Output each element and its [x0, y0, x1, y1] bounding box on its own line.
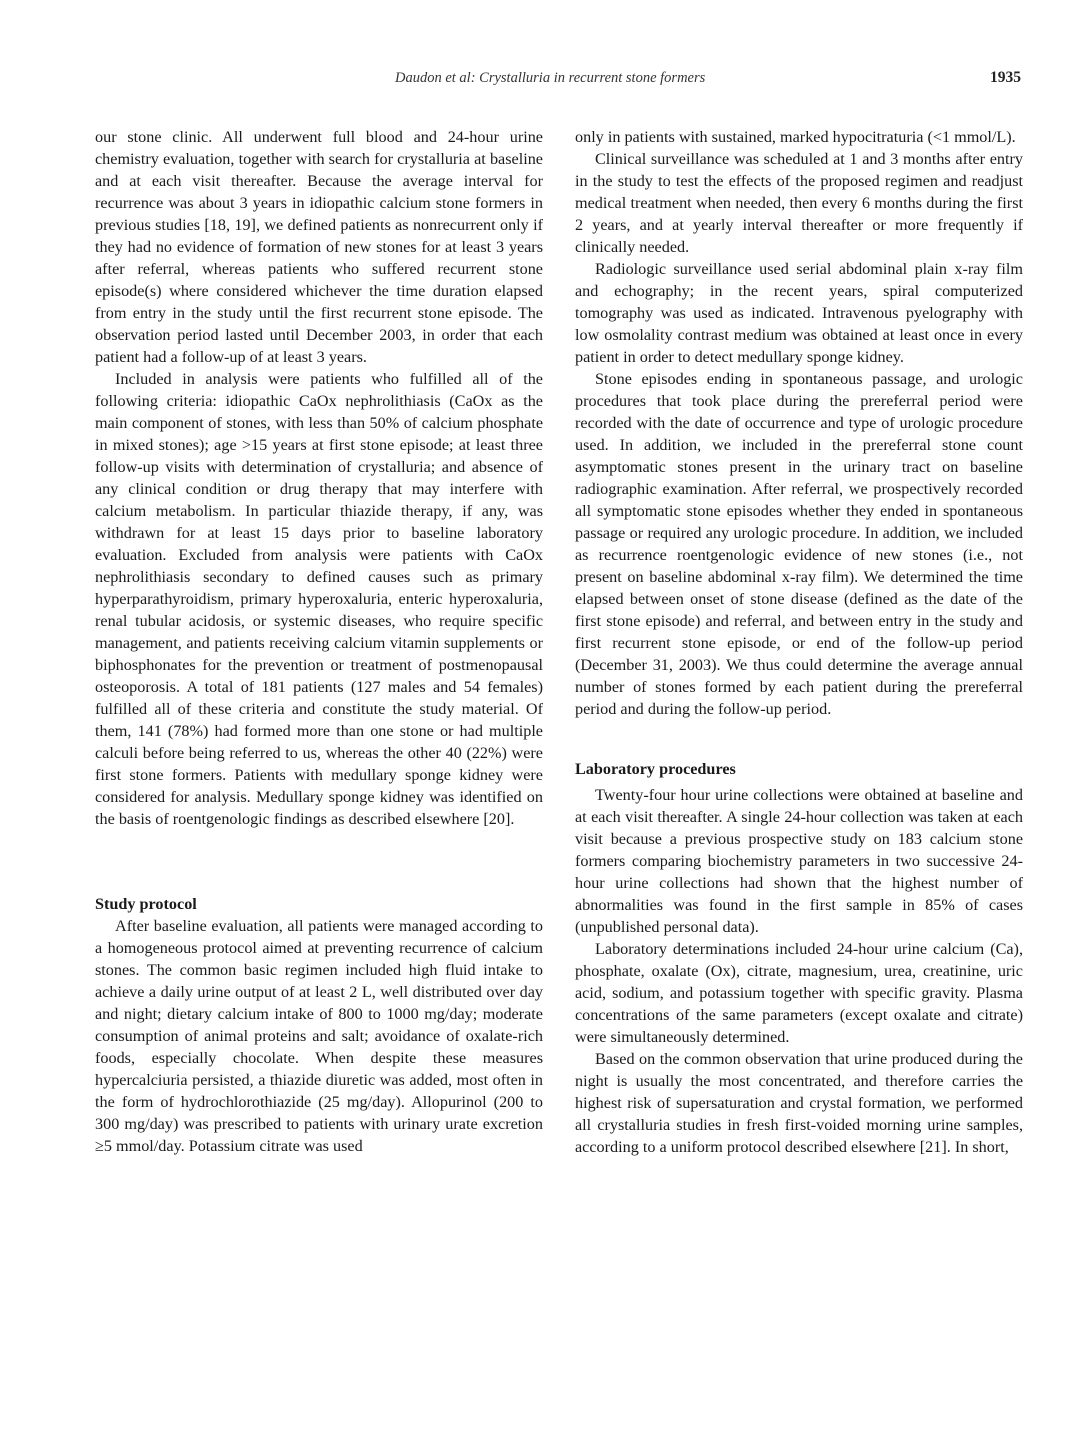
paragraph: Stone episodes ending in spontaneous passage, and urologic procedures that took place during the prereferral period were recorded with the date of occurrence and type of urologic procedure used. In addition, we included in the prereferral stone count asymptomatic stones present in the urinary tract on baseline radiographic examination. After referral, we prospectively recorded all symptomatic stone episodes whether they ended in spontaneous passage or required any urologic procedure. In addition, we included as recurrence roentgenologic evidence of new stones (i.e., not present on baseline abdominal x-ray film). We determined the time elapsed between onset of stone disease (defined as the date of the first stone episode) and referral, and between entry in the study and first recurrent stone episode, or end of the follow-up period (December 31, 2003). We thus could determine the average annual number of stones formed by each patient during the prereferral period and during the follow-up period. [575, 370, 1023, 718]
paragraph: our stone clinic. All underwent full blood and 24-hour urine chemistry evaluation, together with search for crystalluria at baseline and at each visit thereafter. Because the average interval for recurrence was about 3 years in idiopathic calcium stone formers in previous studies [18, 19], we defined patients as nonrecurrent only if they had no evidence of formation of new stones for at least 3 years after referral, whereas patients who suffered recurrent stone episode(s) where considered whichever the time duration elapsed from entry in the study until the first recurrent stone episode. The observation period lasted until December 2003, in order that each patient had a follow-up of at least 3 years. [95, 128, 543, 366]
section-spacer [575, 720, 1023, 758]
paragraph: Radiologic surveillance used serial abdominal plain x-ray film and echography; in the recent years, spiral computerized tomography was used as indicated. Intravenous pyelography with low osmolality contrast medium was obtained at least once in every patient in order to detect medullary sponge kidney. [575, 260, 1023, 366]
page-number: 1935 [990, 69, 1021, 86]
paragraph: Laboratory determinations included 24-hour urine calcium (Ca), phosphate, oxalate (Ox), citrate, magnesium, urea, creatinine, uric acid, sodium, and potassium together with specific gravity. Plasma concentrations of the same parameters (except oxalate and citrate) were simultaneously determined. [575, 940, 1023, 1046]
paragraph: Twenty-four hour urine collections were obtained at baseline and at each visit thereafter. A single 24-hour collection was taken at each visit because a previous prospective study on 183 calcium stone formers comparing biochemistry parameters in two successive 24-hour urine collections had shown that the highest number of abnormalities was found in the first sample in 85% of cases (unpublished personal data). [575, 786, 1023, 936]
right-column [575, 126, 1023, 1158]
left-column [95, 126, 543, 1157]
running-title: Daudon et al: Crystalluria in recurrent stone formers [395, 70, 706, 86]
paragraph: After baseline evaluation, all patients were managed according to a homogeneous protocol aimed at preventing recurrence of calcium stones. The common basic regimen included high fluid intake to achieve a daily urine output of at least 2 L, well distributed over day and night; dietary calcium intake of 800 to 1000 mg/day; moderate consumption of animal proteins and salt; avoidance of oxalate-rich foods, especially chocolate. When despite these measures hypercalciuria persisted, a thiazide diuretic was added, most often in the form of hydrochlorothiazide (25 mg/day). Allopurinol (200 to 300 mg/day) was prescribed to patients with urinary urate excretion ≥5 mmol/day. Potassium citrate was used [95, 917, 543, 1155]
paragraph: Based on the common observation that urine produced during the night is usually the most concentrated, and therefore carries the highest risk of supersaturation and crystal formation, we performed all crystalluria studies in fresh first-voided morning urine samples, according to a uniform protocol described elsewhere [21]. In short, [575, 1050, 1023, 1156]
section-spacer [95, 830, 543, 893]
paragraph: Included in analysis were patients who fulfilled all of the following criteria: idiopathic CaOx nephrolithiasis (CaOx as the main component of stones, with less than 50% of calcium phosphate in mixed stones); age >15 years at first stone episode; at least three follow-up visits with determination of crystalluria; and absence of any clinical condition or drug therapy that may interfere with calcium metabolism. In particular thiazide therapy, if any, was withdrawn for at least 15 days prior to baseline laboratory evaluation. Excluded from analysis were patients with CaOx nephrolithiasis secondary to defined causes such as primary hyperparathyroidism, primary hyperoxaluria, enteric hyperoxaluria, renal tubular acidosis, or systemic diseases, who require specific management, and patients receiving calcium vitamin supplements or biphosphonates for the prevention or treatment of postmenopausal osteoporosis. A total of 181 patients (127 males and 54 females) fulfilled all of these criteria and constitute the study material. Of them, 141 (78%) had formed more than one stone or had multiple calculi before being referred to us, whereas the other 40 (22%) were first stone formers. Patients with medullary sponge kidney were considered for analysis. Medullary sponge kidney was identified on the basis of roentgenologic findings as described elsewhere [20]. [95, 370, 543, 828]
running-header [0, 70, 1080, 94]
section-heading-study-protocol: Study protocol [95, 895, 197, 913]
paragraph: Clinical surveillance was scheduled at 1 and 3 months after entry in the study to test the effects of the proposed regimen and readjust medical treatment when needed, then every 6 months during the first 2 years, and at yearly interval thereafter or more frequently if clinically needed. [575, 150, 1023, 256]
paragraph: only in patients with sustained, marked hypocitraturia (<1 mmol/L). [575, 128, 1016, 146]
section-heading-laboratory-procedures: Laboratory procedures [575, 760, 736, 778]
